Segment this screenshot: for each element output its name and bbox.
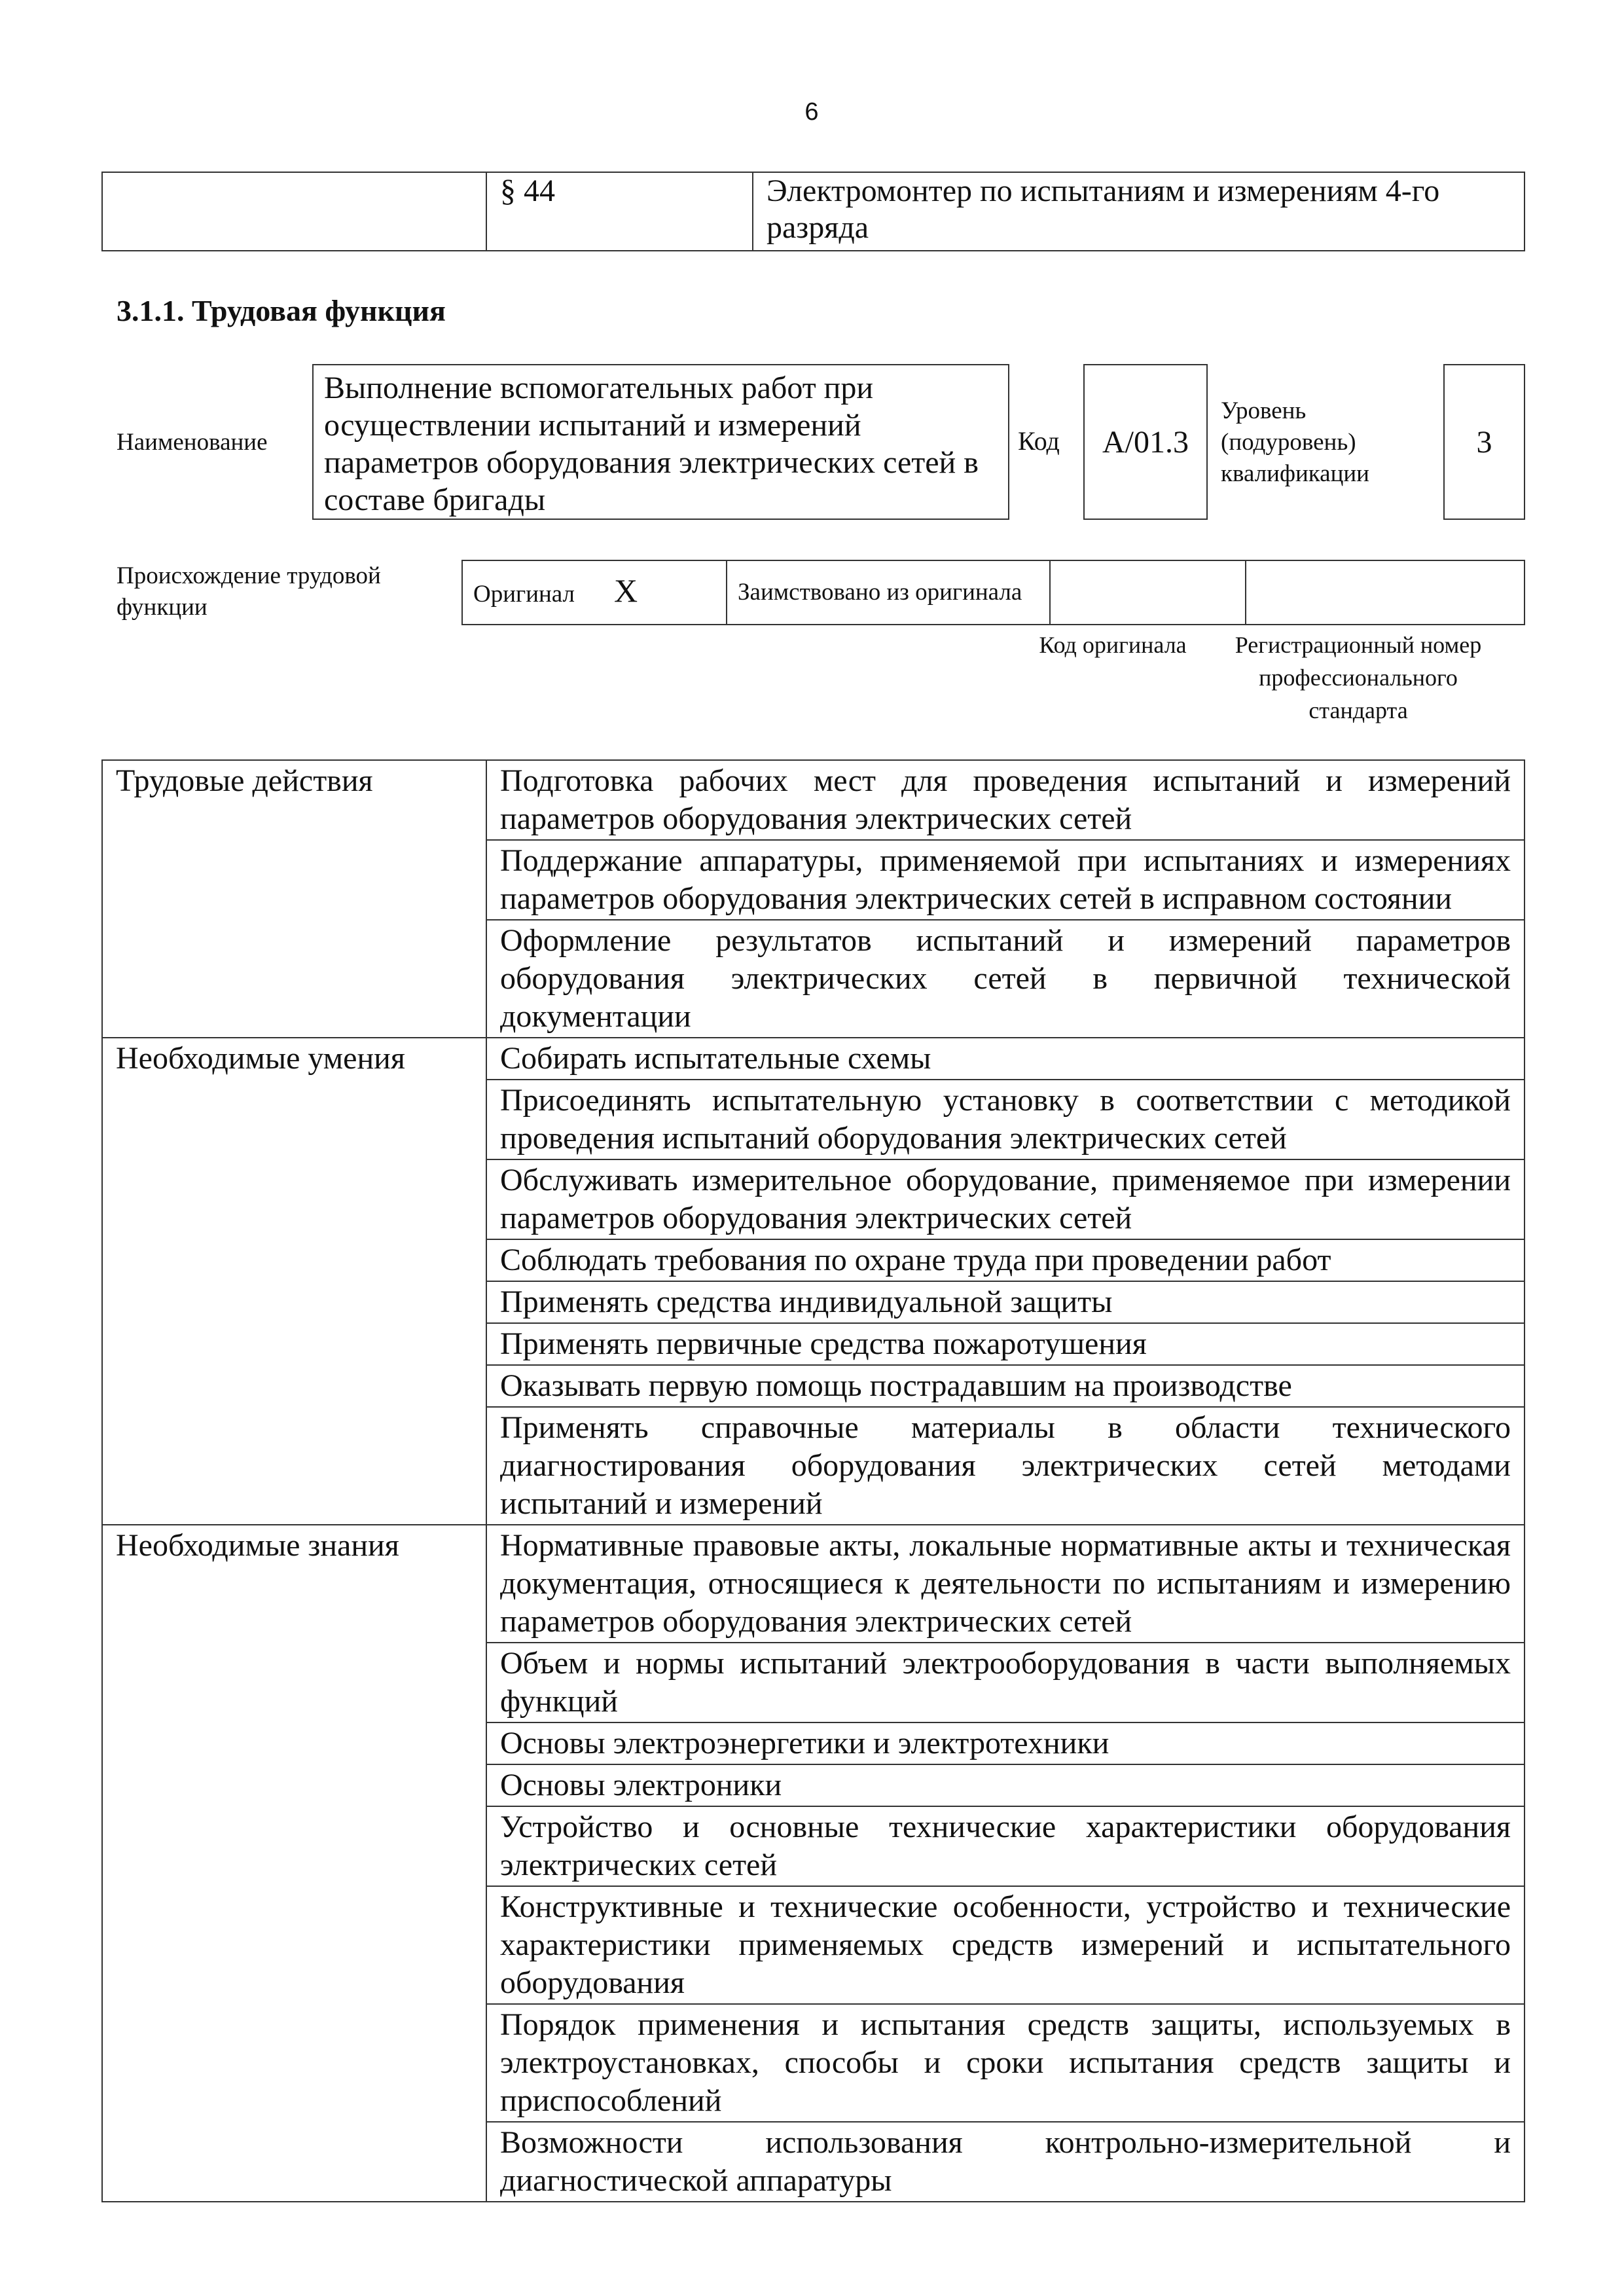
section-title: Необходимые умения bbox=[102, 1038, 486, 1525]
profession-table bbox=[101, 172, 1525, 251]
section-item: Конструктивные и технические особенности, устройство и технические характеристики применяемых средств измерений и испытательного оборудования bbox=[486, 1886, 1525, 2004]
reg-number-cell bbox=[1246, 560, 1525, 625]
table-row bbox=[102, 760, 1525, 840]
section-item: Объем и нормы испытаний электрооборудования в части выполняемых функций bbox=[486, 1643, 1525, 1722]
code-label: Код bbox=[1018, 426, 1060, 456]
section-item: Оформление результатов испытаний и измерений параметров оборудования электрических сетей в первичной технической документации bbox=[486, 920, 1525, 1038]
section-item: Обслуживать измерительное оборудование, применяемое при измерении параметров оборудования электрических сетей bbox=[486, 1159, 1525, 1239]
section-item: Подготовка рабочих мест для проведения испытаний и измерений параметров оборудования электрических сетей bbox=[486, 760, 1525, 840]
section-item: Применять первичные средства пожаротушения bbox=[486, 1323, 1525, 1365]
original-code-caption: Код оригинала bbox=[1039, 632, 1187, 658]
section-title: Необходимые знания bbox=[102, 1525, 486, 2202]
code-value: А/01.3 bbox=[1102, 424, 1189, 460]
section-item: Соблюдать требования по охране труда при проведении работ bbox=[486, 1239, 1525, 1281]
section-title: Трудовые действия bbox=[102, 760, 486, 1038]
level-box bbox=[1443, 364, 1525, 520]
table-row bbox=[102, 1525, 1525, 1643]
empty-cell bbox=[102, 172, 486, 251]
section-item: Собирать испытательные схемы bbox=[486, 1038, 1525, 1080]
code-box bbox=[1083, 364, 1208, 520]
reg-number-caption: Регистрационный номер профессионального стандарта bbox=[1235, 632, 1482, 723]
section-item: Порядок применения и испытания средств защиты, используемых в электроустановках, способы и сроки испытания средств защиты и приспособлений bbox=[486, 2004, 1525, 2122]
function-details-table bbox=[101, 759, 1525, 2202]
section-item: Поддержание аппаратуры, применяемой при испытаниях и измерениях параметров оборудования электрических сетей в исправном состоянии bbox=[486, 840, 1525, 920]
original-label: Оригинал bbox=[473, 581, 575, 608]
table-row bbox=[102, 1038, 1525, 1080]
original-cell bbox=[462, 560, 727, 625]
paragraph-cell: § 44 bbox=[486, 172, 753, 251]
section-item: Основы электроэнергетики и электротехники bbox=[486, 1722, 1525, 1764]
origin-table bbox=[461, 560, 1525, 625]
section-item: Устройство и основные технические характеристики оборудования электрических сетей bbox=[486, 1806, 1525, 1886]
borrowed-cell: Заимствовано из оригинала bbox=[727, 560, 1050, 625]
original-code-cell bbox=[1050, 560, 1246, 625]
function-name-box: Выполнение вспомогательных работ при осуществлении испытаний и измерений параметров оборудования электрических сетей в составе бригады bbox=[312, 364, 1009, 520]
page-number: 6 bbox=[804, 98, 819, 126]
origin-label: Происхождение трудовой функции bbox=[117, 562, 381, 621]
section-item: Оказывать первую помощь пострадавшим на производстве bbox=[486, 1365, 1525, 1407]
original-mark: X bbox=[614, 572, 638, 609]
naming-label: Наименование bbox=[117, 429, 268, 456]
level-label: Уровень (подуровень) квалификации bbox=[1221, 397, 1369, 487]
section-heading: 3.1.1. Трудовая функция bbox=[117, 294, 446, 327]
profession-cell: Электромонтер по испытаниям и измерениям 4-го разряда bbox=[753, 172, 1525, 251]
level-value: 3 bbox=[1476, 424, 1492, 460]
section-item: Применять средства индивидуальной защиты bbox=[486, 1281, 1525, 1323]
section-item: Возможности использования контрольно-измерительной и диагностической аппаратуры bbox=[486, 2122, 1525, 2202]
section-item: Основы электроники bbox=[486, 1764, 1525, 1806]
section-item: Нормативные правовые акты, локальные нормативные акты и техническая документация, относящиеся к деятельности по испытаниям и измерению параметров оборудования электрических сетей bbox=[486, 1525, 1525, 1643]
section-item: Применять справочные материалы в области технического диагностирования оборудования электрических сетей методами испытаний и измерений bbox=[486, 1407, 1525, 1525]
section-item: Присоединять испытательную установку в соответствии с методикой проведения испытаний оборудования электрических сетей bbox=[486, 1080, 1525, 1159]
